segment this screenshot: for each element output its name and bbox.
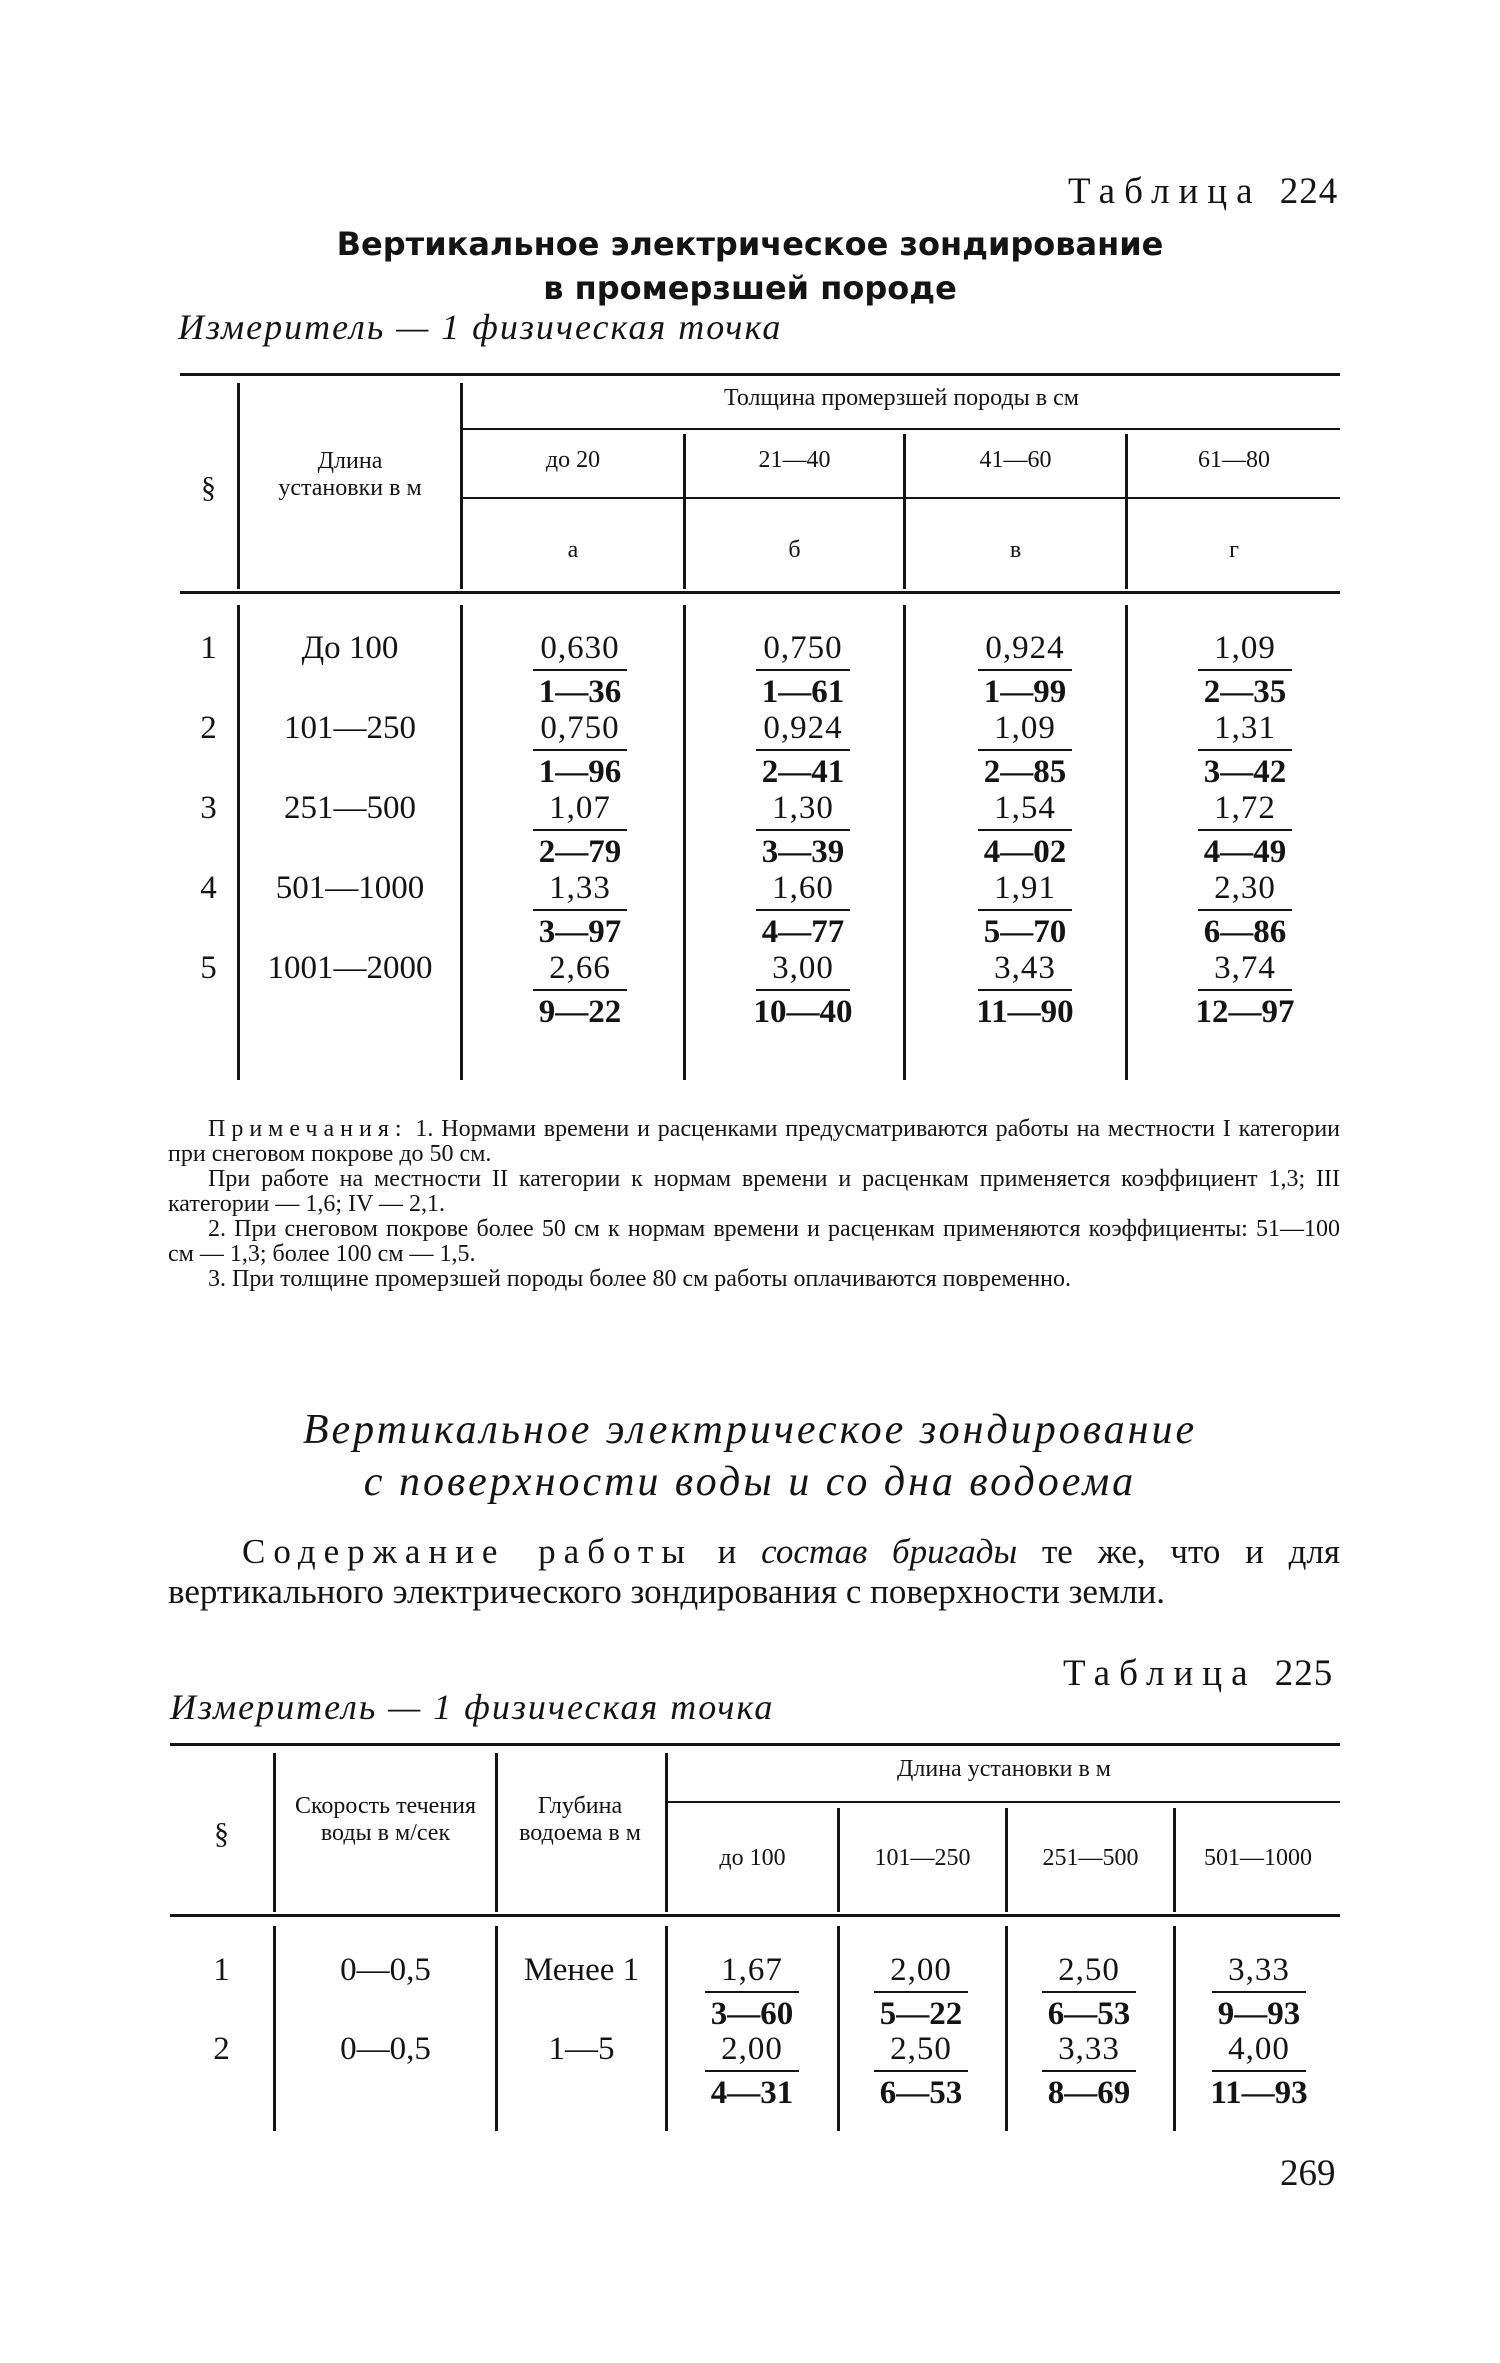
header-range-2: 21—40 xyxy=(758,447,831,473)
value-cell xyxy=(1034,1951,1144,2033)
row-length: До 100 xyxy=(301,630,399,666)
value-cell xyxy=(1190,709,1300,791)
norm-value: 4,00 xyxy=(1212,2030,1306,2072)
norm-value: 2,66 xyxy=(533,949,627,991)
value-cell xyxy=(525,629,635,711)
value-cell xyxy=(748,789,858,871)
header-length: Длина установки в м xyxy=(278,448,422,501)
rate-value: 6—86 xyxy=(1203,914,1287,950)
value-cell xyxy=(1204,2030,1314,2112)
header-letter-a: а xyxy=(567,537,579,563)
rule xyxy=(837,1926,840,2131)
rate-value: 10—40 xyxy=(753,994,853,1030)
rule xyxy=(462,428,1340,430)
rule xyxy=(462,497,1340,499)
rule xyxy=(180,591,1340,594)
value-cell xyxy=(1190,789,1300,871)
rule xyxy=(170,1743,1340,1746)
rate-value: 3—97 xyxy=(538,914,622,950)
header-range-4: 501—1000 xyxy=(1204,1845,1312,1871)
row-depth: Менее 1 xyxy=(523,1952,640,1988)
rate-value: 11—93 xyxy=(1210,2075,1308,2111)
table-224-notes xyxy=(168,1117,1340,1292)
rate-value: 4—31 xyxy=(710,2075,794,2111)
value-cell xyxy=(866,2030,976,2112)
row-number: 1 xyxy=(213,1952,230,1988)
table-225-label xyxy=(1063,1652,1333,1695)
header-range-3: 41—60 xyxy=(979,447,1052,473)
rule xyxy=(667,1801,1340,1803)
table-224-title xyxy=(0,222,1500,310)
rate-value: 4—49 xyxy=(1203,834,1287,870)
value-cell xyxy=(1034,2030,1144,2112)
row-speed: 0—0,5 xyxy=(340,2031,431,2067)
norm-value: 0,630 xyxy=(533,629,627,671)
section-title-line-1: Вертикальное электрическое зондирование xyxy=(302,1407,1198,1453)
rule xyxy=(495,1753,498,1912)
rule xyxy=(460,605,463,1080)
norm-value: 1,91 xyxy=(978,869,1072,911)
value-cell xyxy=(748,709,858,791)
row-length: 251—500 xyxy=(284,790,416,826)
rule xyxy=(903,605,906,1080)
norm-value: 1,30 xyxy=(756,789,850,831)
table-224-label xyxy=(1068,170,1338,213)
table-225-measure: Измеритель — 1 физическая точка xyxy=(170,1687,775,1727)
header-section-sign: § xyxy=(201,471,216,504)
norm-value: 2,00 xyxy=(705,2030,799,2072)
table-number: 224 xyxy=(1279,171,1339,212)
norm-value: 0,750 xyxy=(533,709,627,751)
rate-value: 5—70 xyxy=(983,914,1067,950)
rule xyxy=(170,1914,1340,1917)
para-lead: Содержание работы xyxy=(242,1532,693,1571)
rate-value: 6—53 xyxy=(879,2075,963,2111)
rate-value: 1—96 xyxy=(538,754,622,790)
rate-value: 1—61 xyxy=(761,674,845,710)
header-range-2: 101—250 xyxy=(874,1845,971,1871)
header-range-3: 251—500 xyxy=(1042,1845,1139,1871)
value-cell xyxy=(1190,869,1300,951)
norm-value: 0,924 xyxy=(756,709,850,751)
value-cell xyxy=(970,789,1080,871)
header-length-group: Длина установки в м xyxy=(897,1756,1111,1782)
rate-value: 2—35 xyxy=(1203,674,1287,710)
row-length: 1001—2000 xyxy=(267,950,433,986)
para-italic: состав бригады xyxy=(761,1532,1018,1571)
value-cell xyxy=(970,869,1080,951)
rule xyxy=(683,605,686,1080)
value-cell xyxy=(525,789,635,871)
norm-value: 2,50 xyxy=(874,2030,968,2072)
norm-value: 1,09 xyxy=(1198,629,1292,671)
row-speed: 0—0,5 xyxy=(340,1952,431,1988)
norm-value: 1,09 xyxy=(978,709,1072,751)
norm-value: 1,60 xyxy=(756,869,850,911)
rate-value: 2—79 xyxy=(538,834,622,870)
value-cell xyxy=(748,869,858,951)
value-cell xyxy=(1204,1951,1314,2033)
norm-value: 0,750 xyxy=(756,629,850,671)
header-speed: Скорость течения воды в м/сек xyxy=(294,1793,477,1846)
norm-value: 2,50 xyxy=(1042,1951,1136,1993)
rate-value: 11—90 xyxy=(976,994,1074,1030)
rate-value: 12—97 xyxy=(1195,994,1295,1030)
header-range-1: до 100 xyxy=(719,1845,786,1871)
section-title xyxy=(0,1404,1500,1508)
norm-value: 1,07 xyxy=(533,789,627,831)
row-number: 5 xyxy=(200,950,217,986)
rule xyxy=(665,1926,668,2131)
header-range-1: до 20 xyxy=(545,447,601,473)
norm-value: 2,30 xyxy=(1198,869,1292,911)
norm-value: 3,00 xyxy=(756,949,850,991)
value-cell xyxy=(970,629,1080,711)
table-number: 225 xyxy=(1274,1653,1334,1694)
value-cell xyxy=(970,709,1080,791)
value-cell xyxy=(1190,949,1300,1031)
rate-value: 3—39 xyxy=(761,834,845,870)
page-number: 269 xyxy=(1280,2153,1336,2194)
row-length: 101—250 xyxy=(284,710,416,746)
rate-value: 6—53 xyxy=(1047,1996,1131,2032)
value-cell xyxy=(697,2030,807,2112)
section-paragraph xyxy=(168,1532,1340,1612)
value-cell xyxy=(748,949,858,1031)
value-cell xyxy=(1190,629,1300,711)
rate-value: 5—22 xyxy=(879,1996,963,2032)
title-line-1: Вертикальное электрическое зондирование xyxy=(336,225,1164,263)
rate-value: 8—69 xyxy=(1047,2075,1131,2111)
norm-value: 3,33 xyxy=(1212,1951,1306,1993)
row-length: 501—1000 xyxy=(275,870,425,906)
rule xyxy=(237,605,240,1080)
rate-value: 2—41 xyxy=(761,754,845,790)
row-number: 4 xyxy=(200,870,217,906)
header-letter-g: г xyxy=(1229,537,1239,563)
notes-lead: Примечания: xyxy=(208,1116,408,1142)
norm-value: 1,54 xyxy=(978,789,1072,831)
header-thickness-group: Толщина промерзшей породы в см xyxy=(724,385,1079,411)
row-depth: 1—5 xyxy=(548,2031,615,2067)
table-label-word: Таблица xyxy=(1068,171,1262,212)
table-224-measure: Измеритель — 1 физическая точка xyxy=(178,307,783,347)
header-letter-b: б xyxy=(788,537,801,563)
row-number: 2 xyxy=(213,2031,230,2067)
rule xyxy=(1125,605,1128,1080)
note-1b: При работе на местности II категории к нормам времени и расценкам применяется коэффициент 1,3; III категории — 1,6; IV — 2,1. xyxy=(168,1166,1340,1217)
rule xyxy=(1005,1926,1008,2131)
value-cell xyxy=(525,709,635,791)
row-number: 3 xyxy=(200,790,217,826)
para-rest: те же, что и для вертикального электрического зондирования с поверхности земли. xyxy=(168,1532,1340,1611)
row-number: 1 xyxy=(200,630,217,666)
rule xyxy=(180,373,1340,376)
rate-value: 9—22 xyxy=(538,994,622,1030)
value-cell xyxy=(525,869,635,951)
rate-value: 3—60 xyxy=(710,1996,794,2032)
rate-value: 4—77 xyxy=(761,914,845,950)
value-cell xyxy=(525,949,635,1031)
rate-value: 4—02 xyxy=(983,834,1067,870)
note-3: 3. При толщине промерзшей породы более 80 см работы оплачиваются повременно. xyxy=(208,1266,1072,1292)
norm-value: 1,72 xyxy=(1198,789,1292,831)
rule xyxy=(1173,1926,1176,2131)
norm-value: 1,31 xyxy=(1198,709,1292,751)
note-2: 2. При снеговом покрове более 50 см к нормам времени и расценкам применяются коэффициенты: 51—100 см — 1,3; более 100 см — 1,5. xyxy=(168,1216,1340,1267)
norm-value: 1,67 xyxy=(705,1951,799,1993)
rate-value: 9—93 xyxy=(1217,1996,1301,2032)
header-range-4: 61—80 xyxy=(1198,447,1270,473)
section-title-line-2: с поверхности воды и со дна водоема xyxy=(363,1459,1137,1505)
norm-value: 1,33 xyxy=(533,869,627,911)
value-cell xyxy=(970,949,1080,1031)
title-line-2: в промерзшей породе xyxy=(543,269,957,307)
header-letter-v: в xyxy=(1009,537,1022,563)
rule xyxy=(237,383,240,589)
rate-value: 1—99 xyxy=(983,674,1067,710)
para-and: и xyxy=(717,1532,737,1571)
value-cell xyxy=(866,1951,976,2033)
table-label-word: Таблица xyxy=(1063,1653,1257,1694)
row-number: 2 xyxy=(200,710,217,746)
norm-value: 3,74 xyxy=(1198,949,1292,991)
norm-value: 0,924 xyxy=(978,629,1072,671)
value-cell xyxy=(697,1951,807,2033)
norm-value: 2,00 xyxy=(874,1951,968,1993)
rate-value: 1—36 xyxy=(538,674,622,710)
note-1a: 1. Нормами времени и расценками предусматриваются работы на местности I категории при снеговом покрове до 50 см. xyxy=(168,1116,1341,1167)
norm-value: 3,33 xyxy=(1042,2030,1136,2072)
rate-value: 2—85 xyxy=(983,754,1067,790)
header-section-sign: § xyxy=(214,1817,229,1850)
norm-value: 3,43 xyxy=(978,949,1072,991)
header-depth: Глубина водоема в м xyxy=(519,1793,641,1846)
value-cell xyxy=(748,629,858,711)
rate-value: 3—42 xyxy=(1203,754,1287,790)
